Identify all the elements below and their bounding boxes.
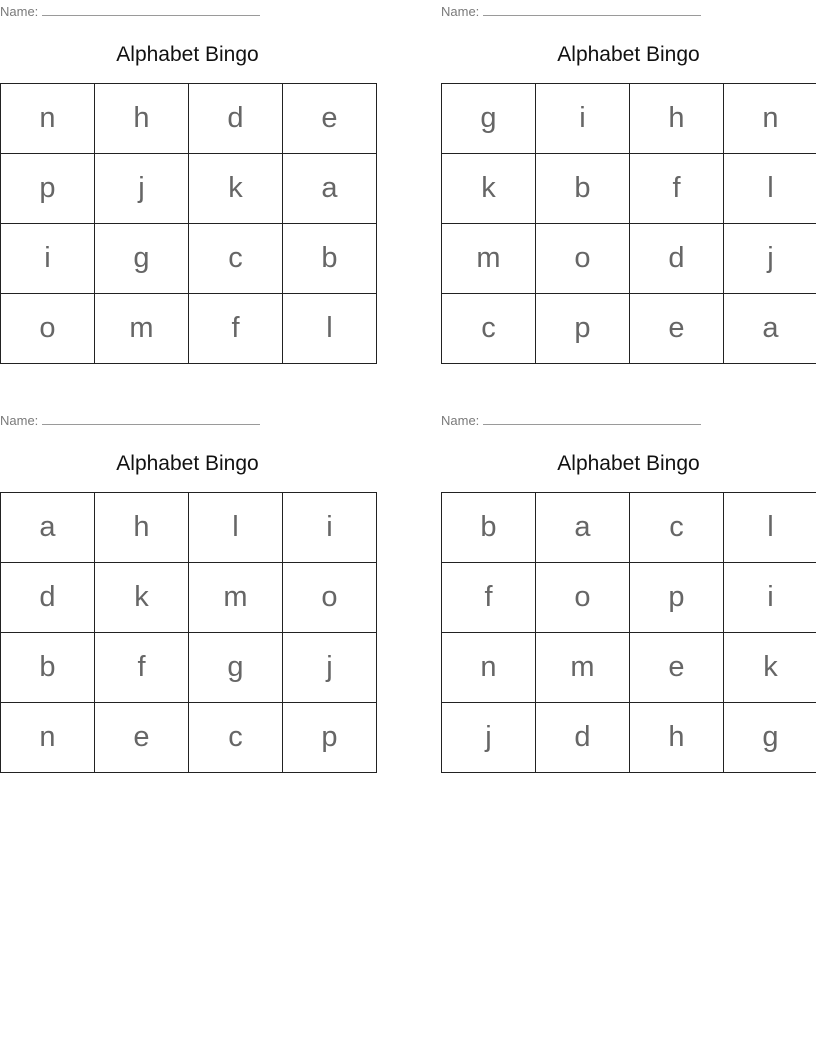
grid-cell: c bbox=[630, 493, 724, 563]
grid-row bbox=[1, 703, 377, 773]
grid-cell: i bbox=[724, 563, 816, 633]
card-title: Alphabet Bingo bbox=[557, 452, 700, 475]
grid-cell: i bbox=[536, 84, 630, 154]
grid-row bbox=[442, 633, 816, 703]
grid-cell: o bbox=[536, 224, 630, 294]
grid-cell: i bbox=[1, 224, 95, 294]
grid-cell: j bbox=[95, 154, 189, 224]
grid-cell: m bbox=[95, 294, 189, 364]
grid-cell: b bbox=[1, 633, 95, 703]
grid-row bbox=[442, 84, 816, 154]
bingo-grid bbox=[441, 492, 816, 773]
card-title: Alphabet Bingo bbox=[116, 452, 259, 475]
card-title: Alphabet Bingo bbox=[116, 43, 259, 66]
grid-cell: g bbox=[189, 633, 283, 703]
bingo-grid bbox=[0, 83, 377, 364]
grid-cell: e bbox=[283, 84, 377, 154]
grid-cell: i bbox=[283, 493, 377, 563]
grid-row bbox=[442, 493, 816, 563]
grid-row bbox=[1, 84, 377, 154]
bingo-grid bbox=[441, 83, 816, 364]
grid-cell: p bbox=[630, 563, 724, 633]
grid-cell: h bbox=[630, 703, 724, 773]
grid-cell: l bbox=[724, 154, 816, 224]
grid-cell: f bbox=[630, 154, 724, 224]
name-field bbox=[441, 412, 701, 429]
name-label: Name: bbox=[0, 413, 39, 428]
grid-cell: c bbox=[189, 224, 283, 294]
grid-row bbox=[442, 224, 816, 294]
grid-cell: m bbox=[442, 224, 536, 294]
grid-cell: a bbox=[536, 493, 630, 563]
grid-cell: k bbox=[189, 154, 283, 224]
grid-cell: h bbox=[95, 84, 189, 154]
name-field bbox=[0, 3, 260, 20]
grid-cell: f bbox=[95, 633, 189, 703]
grid-cell: c bbox=[189, 703, 283, 773]
grid-cell: f bbox=[442, 563, 536, 633]
grid-cell: k bbox=[442, 154, 536, 224]
grid-cell: b bbox=[442, 493, 536, 563]
grid-cell: g bbox=[724, 703, 816, 773]
name-field bbox=[0, 412, 260, 429]
grid-cell: n bbox=[1, 84, 95, 154]
grid-cell: b bbox=[536, 154, 630, 224]
grid-cell: m bbox=[189, 563, 283, 633]
grid-cell: n bbox=[1, 703, 95, 773]
grid-cell: e bbox=[630, 633, 724, 703]
grid-row bbox=[442, 294, 816, 364]
grid-row bbox=[1, 563, 377, 633]
grid-cell: d bbox=[536, 703, 630, 773]
card-title: Alphabet Bingo bbox=[557, 43, 700, 66]
grid-cell: e bbox=[630, 294, 724, 364]
grid-cell: f bbox=[189, 294, 283, 364]
grid-row bbox=[1, 294, 377, 364]
grid-cell: h bbox=[95, 493, 189, 563]
name-blank-line bbox=[483, 3, 701, 16]
grid-cell: j bbox=[283, 633, 377, 703]
grid-row bbox=[1, 493, 377, 563]
grid-cell: l bbox=[189, 493, 283, 563]
name-blank-line bbox=[483, 412, 701, 425]
name-label: Name: bbox=[0, 4, 39, 19]
grid-cell: a bbox=[724, 294, 816, 364]
grid-cell: l bbox=[283, 294, 377, 364]
grid-cell: m bbox=[536, 633, 630, 703]
grid-cell: b bbox=[283, 224, 377, 294]
grid-cell: h bbox=[630, 84, 724, 154]
grid-row bbox=[442, 703, 816, 773]
grid-cell: p bbox=[283, 703, 377, 773]
grid-cell: d bbox=[630, 224, 724, 294]
bingo-grid bbox=[0, 492, 377, 773]
grid-row bbox=[1, 224, 377, 294]
grid-cell: g bbox=[442, 84, 536, 154]
grid-cell: n bbox=[724, 84, 816, 154]
grid-row bbox=[1, 633, 377, 703]
grid-cell: c bbox=[442, 294, 536, 364]
grid-cell: p bbox=[536, 294, 630, 364]
grid-cell: j bbox=[442, 703, 536, 773]
grid-cell: o bbox=[1, 294, 95, 364]
grid-cell: d bbox=[189, 84, 283, 154]
grid-cell: n bbox=[442, 633, 536, 703]
grid-cell: d bbox=[1, 563, 95, 633]
name-field bbox=[441, 3, 701, 20]
grid-cell: p bbox=[1, 154, 95, 224]
grid-cell: k bbox=[95, 563, 189, 633]
grid-cell: o bbox=[283, 563, 377, 633]
grid-row bbox=[442, 563, 816, 633]
grid-cell: a bbox=[283, 154, 377, 224]
name-blank-line bbox=[42, 3, 260, 16]
grid-cell: o bbox=[536, 563, 630, 633]
grid-cell: l bbox=[724, 493, 816, 563]
name-blank-line bbox=[42, 412, 260, 425]
name-label: Name: bbox=[441, 413, 480, 428]
grid-cell: g bbox=[95, 224, 189, 294]
grid-cell: e bbox=[95, 703, 189, 773]
name-label: Name: bbox=[441, 4, 480, 19]
grid-row bbox=[1, 154, 377, 224]
grid-cell: k bbox=[724, 633, 816, 703]
grid-cell: j bbox=[724, 224, 816, 294]
grid-row bbox=[442, 154, 816, 224]
grid-cell: a bbox=[1, 493, 95, 563]
